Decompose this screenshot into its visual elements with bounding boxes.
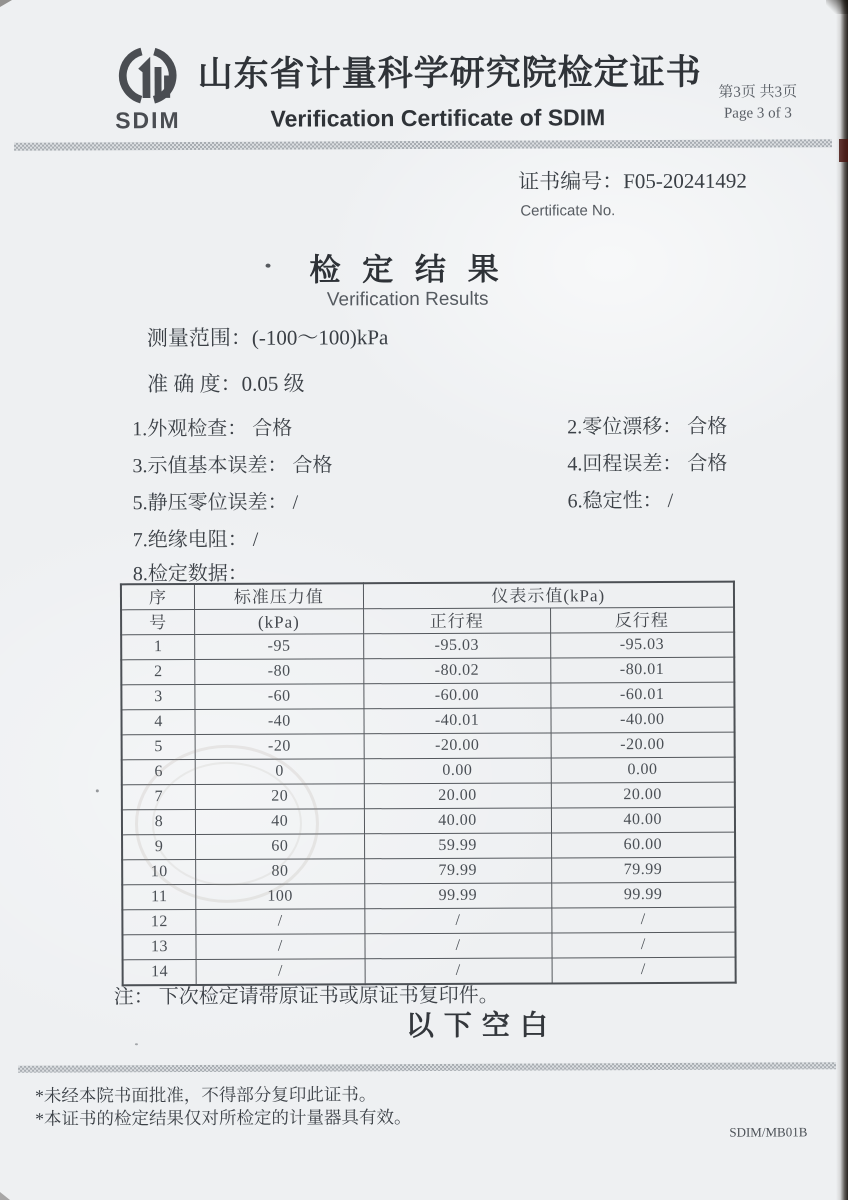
page-number-cn: 第3页 共3页 [718,84,798,101]
table-header-row-1 [121,582,734,610]
col-header-std-top: 标准压力值 [194,583,363,609]
table-row [121,657,734,685]
cell-reverse: -80.01 [550,657,734,683]
form-code: SDIM/MB01B [729,1124,808,1140]
cell-forward: 79.99 [364,858,551,884]
item-appearance-check: 1.外观检查： 合格 [132,417,293,441]
measurement-range-value: (-100～100)kPa [251,325,389,350]
embossed-seal [135,744,320,903]
cell-seq: 11 [122,884,196,909]
cell-seq: 14 [123,959,197,985]
cell-forward: -95.03 [363,633,550,659]
table-row [121,632,734,660]
cell-forward: 99.99 [364,883,551,909]
cell-forward: 0.00 [364,758,551,784]
cell-std: -60 [195,684,364,710]
cell-seq: 8 [122,809,196,834]
accuracy-label: 准 确 度： [147,371,242,397]
cell-std: 20 [195,784,364,810]
cell-forward: / [365,933,552,959]
cell-forward: 59.99 [364,833,551,859]
cell-seq: 2 [121,660,195,685]
cell-seq: 6 [122,759,196,784]
cell-forward: -60.00 [363,683,550,709]
cell-reverse: -40.00 [551,707,735,733]
cell-reverse: 99.99 [551,882,735,908]
title-english: Verification Certificate of SDIM [270,104,606,132]
cell-reverse: 60.00 [551,832,735,858]
table-row [121,682,734,710]
footnote-validity: *本证书的检定结果仅对所检定的计量器具有效。 [35,1107,412,1129]
scan-red-mark [839,139,848,162]
accuracy-value: 0.05 级 [241,371,305,396]
col-header-indication: 仪表示值(kPa) [363,582,734,609]
cell-forward: -80.02 [363,658,550,684]
cell-seq: 5 [122,734,196,759]
footnote-copy-restriction: *未经本院书面批准，不得部分复印此证书。 [35,1084,377,1106]
renewal-note: 注： 下次检定请带原证书或原证书复印件。 [113,984,499,1009]
cell-std: -95 [195,634,364,660]
header-titles [197,45,702,133]
results-title-cn: 检 定 结 果 [309,251,506,288]
table-header-row-2 [121,607,734,635]
cell-reverse: -95.03 [550,632,734,658]
cell-seq: 13 [122,934,196,959]
certificate-no-value: F05-20241492 [623,168,747,194]
measurement-range [147,321,389,352]
cell-reverse: / [552,957,736,983]
cell-std: 60 [196,834,365,860]
sdim-logo-text: SDIM [115,107,181,134]
title-chinese: 山东省计量科学研究院检定证书 [197,52,702,94]
col-header-seq-top: 序 [121,584,195,610]
scan-speck [96,789,99,792]
cell-seq: 10 [122,859,196,884]
cell-reverse: / [551,907,735,933]
scan-speck [266,264,271,268]
cell-forward: / [364,908,551,934]
cell-std: -40 [195,709,364,735]
cell-std: / [196,959,365,985]
cell-std: / [196,934,365,960]
cell-std: -80 [195,659,364,685]
scan-corner-top-right [826,0,848,14]
results-title-en: Verification Results [326,288,489,311]
table-row [122,932,735,960]
cell-reverse: / [552,932,736,958]
blank-below-marker: 以下空白 [405,1010,558,1043]
accuracy-class [147,368,305,399]
cell-forward: 20.00 [364,783,551,809]
page-number [691,82,825,125]
cell-reverse: -60.01 [550,682,734,708]
table-row [122,907,735,935]
cell-reverse: 79.99 [551,857,735,883]
cell-reverse: -20.00 [551,732,735,758]
cell-seq: 7 [122,784,196,809]
item-zero-drift: 2.零位漂移： 合格 [567,415,728,439]
cell-seq: 1 [121,635,195,660]
cell-forward: / [365,958,552,984]
footer-divider [18,1062,836,1073]
col-header-reverse: 反行程 [550,607,734,633]
cell-forward: -40.01 [364,708,551,734]
header-divider [14,139,832,151]
cell-std: / [196,909,365,935]
cell-std: 40 [195,809,364,835]
item-stability: 6.稳定性： / [567,489,674,513]
scan-speck [135,1043,138,1045]
cell-std: -20 [195,734,364,760]
measurement-range-label: 测量范围： [146,325,252,351]
col-header-forward: 正行程 [363,608,550,634]
cell-reverse: 40.00 [551,807,735,833]
cell-reverse: 0.00 [551,757,735,783]
cell-std: 80 [196,859,365,885]
sdim-logo-icon [105,41,191,115]
table-row [121,707,734,735]
page-number-en: Page 3 of 3 [723,105,792,122]
col-header-std-bottom: (kPa) [195,609,364,635]
scan-corner-top-left [0,0,12,7]
cell-forward: 40.00 [364,808,551,834]
sdim-logo [88,41,208,135]
cell-seq: 4 [121,710,195,735]
cell-std: 100 [196,884,365,910]
item-static-zero-error: 5.静压零位误差： / [132,491,299,515]
certificate-no-label-en: Certificate No. [520,202,616,220]
item-insulation-resistance: 7.绝缘电阻： / [132,528,259,552]
cell-seq: 3 [121,685,195,710]
item-verification-data-label: 8.检定数据： [132,562,248,586]
scan-corner-bottom-left [0,1192,10,1200]
certificate-no-label: 证书编号： [518,169,624,194]
certificate-number-block [518,165,747,220]
item-basic-error: 3.示值基本误差： 合格 [132,454,333,478]
cell-forward: -20.00 [364,733,551,759]
item-hysteresis-error: 4.回程误差： 合格 [567,452,728,476]
cell-seq: 12 [122,909,196,934]
col-header-seq-bottom: 号 [121,610,195,635]
cell-reverse: 20.00 [551,782,735,808]
cell-std: 0 [195,759,364,785]
cell-seq: 9 [122,834,196,859]
scan-edge-right [836,0,848,1200]
